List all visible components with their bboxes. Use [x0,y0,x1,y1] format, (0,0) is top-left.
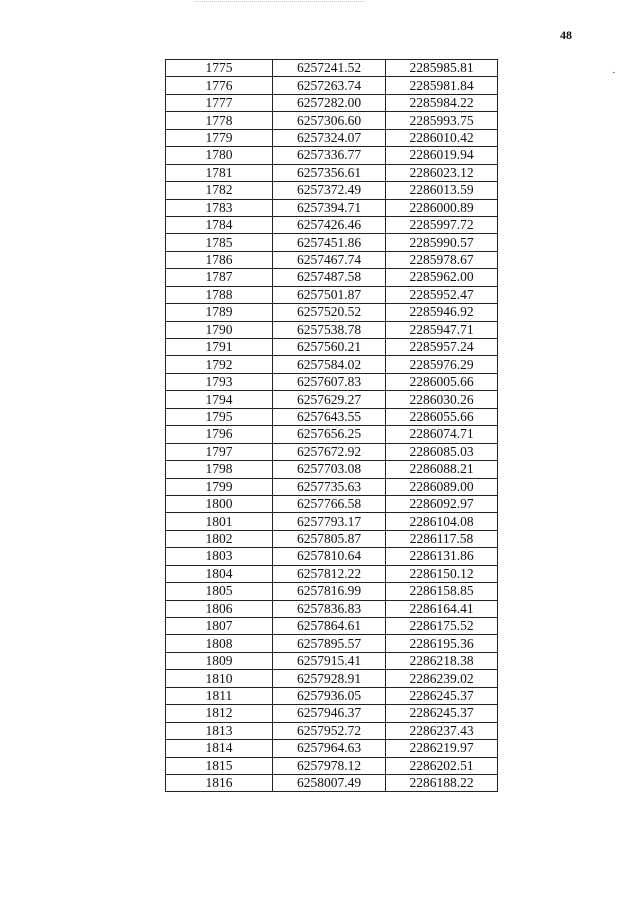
point-number-cell: 1813 [166,722,273,739]
table-row [166,757,498,774]
x-coordinate-cell: 6257501.87 [273,286,386,303]
page-number: 48 [560,28,572,42]
table-row [166,164,498,181]
x-coordinate-cell: 6257864.61 [273,618,386,635]
point-number-cell: 1801 [166,513,273,530]
table-row [166,77,498,94]
table-row [166,426,498,443]
x-coordinate-cell: 6257336.77 [273,147,386,164]
table-row [166,391,498,408]
point-number-cell: 1814 [166,740,273,757]
x-coordinate-cell: 6257629.27 [273,391,386,408]
point-number-cell: 1804 [166,565,273,582]
x-coordinate-cell: 6257964.63 [273,740,386,757]
x-coordinate-cell: 6257538.78 [273,321,386,338]
point-number-cell: 1784 [166,216,273,233]
x-coordinate-cell: 6257560.21 [273,339,386,356]
point-number-cell: 1787 [166,269,273,286]
point-number-cell: 1792 [166,356,273,373]
y-coordinate-cell: 2286019.94 [386,147,498,164]
table-row [166,356,498,373]
y-coordinate-cell: 2286202.51 [386,757,498,774]
point-number-cell: 1811 [166,687,273,704]
point-number-cell: 1800 [166,495,273,512]
y-coordinate-cell: 2286219.97 [386,740,498,757]
table-row [166,321,498,338]
point-number-cell: 1812 [166,705,273,722]
point-number-cell: 1815 [166,757,273,774]
y-coordinate-cell: 2286164.41 [386,600,498,617]
point-number-cell: 1799 [166,478,273,495]
y-coordinate-cell: 2285947.71 [386,321,498,338]
y-coordinate-cell: 2286150.12 [386,565,498,582]
y-coordinate-cell: 2286010.42 [386,129,498,146]
y-coordinate-cell: 2285997.72 [386,216,498,233]
x-coordinate-cell: 6257805.87 [273,530,386,547]
table-row [166,182,498,199]
x-coordinate-cell: 6257584.02 [273,356,386,373]
table-row [166,373,498,390]
point-number-cell: 1803 [166,548,273,565]
point-number-cell: 1798 [166,461,273,478]
point-number-cell: 1809 [166,652,273,669]
point-number-cell: 1779 [166,129,273,146]
point-number-cell: 1794 [166,391,273,408]
y-coordinate-cell: 2286023.12 [386,164,498,181]
x-coordinate-cell: 6257306.60 [273,112,386,129]
x-coordinate-cell: 6257915.41 [273,652,386,669]
table-row [166,722,498,739]
point-number-cell: 1777 [166,94,273,111]
x-coordinate-cell: 6257451.86 [273,234,386,251]
table-row [166,705,498,722]
y-coordinate-cell: 2285962.00 [386,269,498,286]
table-row [166,652,498,669]
point-number-cell: 1790 [166,321,273,338]
x-coordinate-cell: 6257952.72 [273,722,386,739]
x-coordinate-cell: 6257766.58 [273,495,386,512]
y-coordinate-cell: 2285978.67 [386,251,498,268]
y-coordinate-cell: 2286089.00 [386,478,498,495]
y-coordinate-cell: 2285976.29 [386,356,498,373]
point-number-cell: 1810 [166,670,273,687]
point-number-cell: 1786 [166,251,273,268]
table-row [166,461,498,478]
point-number-cell: 1783 [166,199,273,216]
table-row [166,600,498,617]
table-row [166,687,498,704]
table-row [166,408,498,425]
x-coordinate-cell: 6257426.46 [273,216,386,233]
x-coordinate-cell: 6257356.61 [273,164,386,181]
x-coordinate-cell: 6257810.64 [273,548,386,565]
table-row [166,234,498,251]
y-coordinate-cell: 2286030.26 [386,391,498,408]
x-coordinate-cell: 6257324.07 [273,129,386,146]
y-coordinate-cell: 2285946.92 [386,304,498,321]
stray-scan-mark: · [612,67,616,79]
x-coordinate-cell: 6257735.63 [273,478,386,495]
point-number-cell: 1793 [166,373,273,390]
x-coordinate-cell: 6257895.57 [273,635,386,652]
point-number-cell: 1789 [166,304,273,321]
point-number-cell: 1807 [166,618,273,635]
table-row [166,129,498,146]
table-row [166,495,498,512]
x-coordinate-cell: 6257520.52 [273,304,386,321]
point-number-cell: 1808 [166,635,273,652]
table-row [166,199,498,216]
x-coordinate-cell: 6257812.22 [273,565,386,582]
x-coordinate-cell: 6257703.08 [273,461,386,478]
x-coordinate-cell: 6257487.58 [273,269,386,286]
table-row [166,60,498,77]
y-coordinate-cell: 2286055.66 [386,408,498,425]
x-coordinate-cell: 6258007.49 [273,774,386,791]
point-number-cell: 1806 [166,600,273,617]
y-coordinate-cell: 2286013.59 [386,182,498,199]
y-coordinate-cell: 2286237.43 [386,722,498,739]
y-coordinate-cell: 2286005.66 [386,373,498,390]
y-coordinate-cell: 2285952.47 [386,286,498,303]
y-coordinate-cell: 2286092.97 [386,495,498,512]
x-coordinate-cell: 6257372.49 [273,182,386,199]
table-row [166,530,498,547]
point-number-cell: 1816 [166,774,273,791]
y-coordinate-cell: 2285985.81 [386,60,498,77]
table-row [166,513,498,530]
point-number-cell: 1776 [166,77,273,94]
point-number-cell: 1795 [166,408,273,425]
table-row [166,443,498,460]
x-coordinate-cell: 6257793.17 [273,513,386,530]
y-coordinate-cell: 2285981.84 [386,77,498,94]
table-row [166,548,498,565]
y-coordinate-cell: 2286175.52 [386,618,498,635]
y-coordinate-cell: 2285984.22 [386,94,498,111]
y-coordinate-cell: 2286088.21 [386,461,498,478]
x-coordinate-cell: 6257467.74 [273,251,386,268]
point-number-cell: 1802 [166,530,273,547]
y-coordinate-cell: 2286158.85 [386,583,498,600]
y-coordinate-cell: 2286218.38 [386,652,498,669]
x-coordinate-cell: 6257672.92 [273,443,386,460]
table-row [166,94,498,111]
table-row [166,251,498,268]
x-coordinate-cell: 6257928.91 [273,670,386,687]
y-coordinate-cell: 2286131.86 [386,548,498,565]
point-number-cell: 1797 [166,443,273,460]
coordinates-table [165,59,498,792]
x-coordinate-cell: 6257946.37 [273,705,386,722]
point-number-cell: 1780 [166,147,273,164]
y-coordinate-cell: 2285957.24 [386,339,498,356]
y-coordinate-cell: 2286245.37 [386,705,498,722]
y-coordinate-cell: 2286245.37 [386,687,498,704]
y-coordinate-cell: 2285990.57 [386,234,498,251]
header-scan-marks [195,1,365,6]
x-coordinate-cell: 6257241.52 [273,60,386,77]
y-coordinate-cell: 2286000.89 [386,199,498,216]
point-number-cell: 1782 [166,182,273,199]
table-row [166,583,498,600]
x-coordinate-cell: 6257978.12 [273,757,386,774]
table-row [166,304,498,321]
y-coordinate-cell: 2286195.36 [386,635,498,652]
table-row [166,670,498,687]
x-coordinate-cell: 6257836.83 [273,600,386,617]
x-coordinate-cell: 6257263.74 [273,77,386,94]
table-row [166,635,498,652]
y-coordinate-cell: 2285993.75 [386,112,498,129]
x-coordinate-cell: 6257282.00 [273,94,386,111]
table-row [166,478,498,495]
y-coordinate-cell: 2286085.03 [386,443,498,460]
point-number-cell: 1778 [166,112,273,129]
y-coordinate-cell: 2286104.08 [386,513,498,530]
table-row [166,269,498,286]
table-row [166,216,498,233]
y-coordinate-cell: 2286117.58 [386,530,498,547]
point-number-cell: 1785 [166,234,273,251]
point-number-cell: 1791 [166,339,273,356]
x-coordinate-cell: 6257656.25 [273,426,386,443]
x-coordinate-cell: 6257936.05 [273,687,386,704]
table-row [166,339,498,356]
y-coordinate-cell: 2286239.02 [386,670,498,687]
point-number-cell: 1781 [166,164,273,181]
point-number-cell: 1805 [166,583,273,600]
coordinates-table-body [166,60,498,792]
point-number-cell: 1788 [166,286,273,303]
point-number-cell: 1796 [166,426,273,443]
x-coordinate-cell: 6257394.71 [273,199,386,216]
table-row [166,618,498,635]
table-row [166,565,498,582]
table-row [166,147,498,164]
x-coordinate-cell: 6257643.55 [273,408,386,425]
table-row [166,740,498,757]
table-row [166,286,498,303]
y-coordinate-cell: 2286188.22 [386,774,498,791]
table-row [166,774,498,791]
point-number-cell: 1775 [166,60,273,77]
x-coordinate-cell: 6257816.99 [273,583,386,600]
x-coordinate-cell: 6257607.83 [273,373,386,390]
table-row [166,112,498,129]
y-coordinate-cell: 2286074.71 [386,426,498,443]
